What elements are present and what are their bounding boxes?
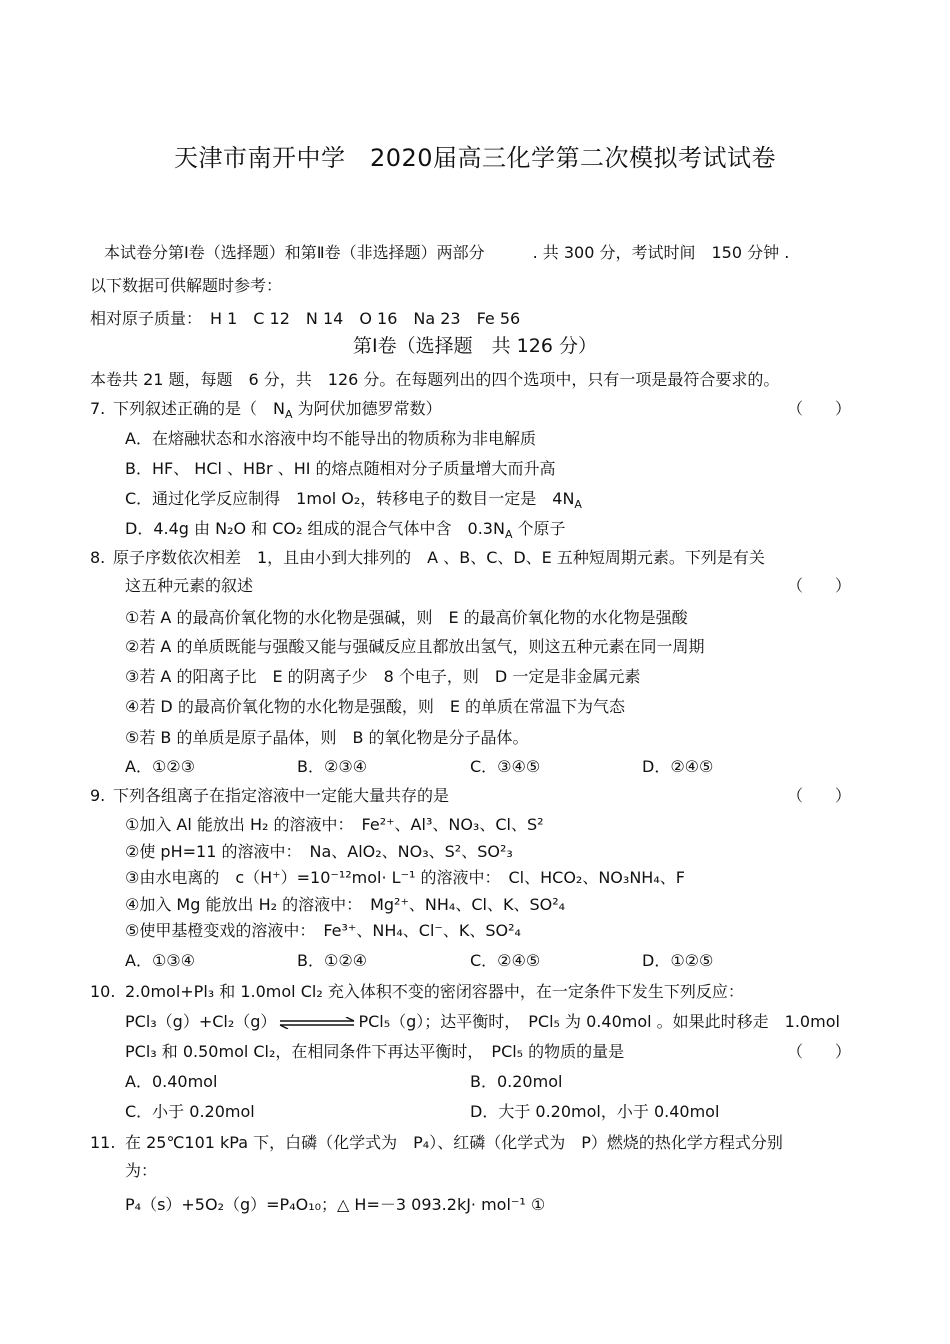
- equation-right: PCl₅（g）；达平衡时， PCl₅ 为 0.40mol 。如果此时移走 1.0mol: [358, 1012, 840, 1031]
- atomic-mass-line: 相对原子质量： H 1 C 12 N 14 O 16 Na 23 Fe 56: [90, 309, 521, 328]
- option-b: B．①②④: [297, 951, 368, 970]
- equilibrium-equation: [125, 1011, 840, 1033]
- question-stem-2: 这五种元素的叙述: [125, 576, 254, 595]
- option-a: A．①②③: [125, 757, 195, 776]
- question-stem-1: 2.0mol+Pl₃ 和 1.0mol Cl₂ 充入体积不变的密闭容器中，在一定条件下发生下列反应：: [125, 982, 744, 1001]
- option-d-text: D．4.4g 由 N₂O 和 CO₂ 组成的混合气体中含 0.3N: [125, 519, 505, 538]
- equilibrium-arrow-icon: [278, 1017, 356, 1029]
- option-d: D．大于 0.20mol，小于 0.40mol: [470, 1102, 720, 1121]
- section-title: 第Ⅰ卷（选择题 共 126 分）: [353, 335, 597, 357]
- option-c: C．③④⑤: [470, 757, 541, 776]
- question-stem-1: 在 25℃101 kPa 下，白磷（化学式为 P₄）、红磷（化学式为 P）燃烧的热化学方程式分别: [125, 1133, 783, 1152]
- equation-left: PCl₃（g）+Cl₂（g）: [125, 1012, 277, 1031]
- ion-group-3: ③由水电离的 c（H⁺）=10⁻¹²mol· L⁻¹ 的溶液中： Cl、HCO₂、NO₃NH₄、F: [125, 868, 685, 887]
- ion-group-1: ①加入 Al 能放出 H₂ 的溶液中： Fe²⁺、Al³、NO₃、Cl、S²: [125, 815, 544, 834]
- question-number: 11.: [90, 1133, 116, 1152]
- option-c: [125, 488, 582, 510]
- answer-blank: （ ）: [787, 1042, 852, 1061]
- answer-blank: （ ）: [787, 576, 852, 595]
- option-b: B．HF、 HCl 、HBr 、HI 的熔点随相对分子质量增大而升高: [125, 459, 556, 478]
- question-stem: 下列各组离子在指定溶液中一定能大量共存的是: [113, 786, 450, 805]
- intro-line-1: 本试卷分第Ⅰ卷（选择题）和第Ⅱ卷（非选择题）两部分 . 共 300 分，考试时间 150 分钟 .: [104, 243, 790, 262]
- page-title: 天津市南开中学 2020届高三化学第二次模拟考试试卷: [173, 144, 777, 172]
- option-b: B．0.20mol: [470, 1072, 563, 1091]
- option-d-tail: 个原子: [512, 519, 566, 538]
- question-stem-3: PCl₃ 和 0.50mol Cl₂，在相同条件下再达平衡时， PCl₅ 的物质的量是: [125, 1042, 625, 1061]
- intro-line-2: 以下数据可供解题时参考：: [90, 276, 283, 295]
- thermo-equation-1: P₄（s）+5O₂（g）=P₄O₁₀；△ H=－3 093.2kJ· mol⁻¹ ①: [125, 1195, 546, 1214]
- option-d: [125, 518, 566, 540]
- ion-group-4: ④加入 Mg 能放出 H₂ 的溶液中： Mg²⁺、NH₄、Cl、K、SO²₄: [125, 895, 566, 914]
- statement-5: ⑤若 B 的单质是原子晶体，则 B 的氧化物是分子晶体。: [125, 728, 529, 747]
- question-stem-2: 为：: [125, 1161, 158, 1180]
- option-d: D．①②⑤: [642, 951, 714, 970]
- option-d: D．②④⑤: [642, 757, 714, 776]
- statement-4: ④若 D 的最高价氧化物的水化物是强酸，则 E 的单质在常温下为气态: [125, 697, 626, 716]
- statement-2: ②若 A 的单质既能与强酸又能与强碱反应且都放出氢气，则这五种元素在同一周期: [125, 637, 705, 656]
- option-a: A．0.40mol: [125, 1072, 218, 1091]
- option-b: B．②③④: [297, 757, 368, 776]
- option-d-sub: A: [504, 528, 513, 542]
- statement-3: ③若 A 的阳离子比 E 的阴离子少 8 个电子，则 D 一定是非金属元素: [125, 667, 641, 686]
- stem-sub: A: [284, 408, 293, 422]
- option-c: C．小于 0.20mol: [125, 1102, 255, 1121]
- option-a: A．①③④: [125, 951, 195, 970]
- ion-group-5: ⑤使甲基橙变戏的溶液中： Fe³⁺、NH₄、Cl⁻、K、SO²₄: [125, 921, 521, 940]
- stem-text: 下列叙述正确的是（ N: [113, 399, 285, 418]
- option-c-sub: A: [574, 498, 582, 512]
- statement-1: ①若 A 的最高价氧化物的水化物是强碱，则 E 的最高价氧化物的水化物是强酸: [125, 608, 688, 627]
- answer-blank: （ ）: [787, 786, 852, 805]
- question-number: 7.: [90, 399, 106, 418]
- answer-blank: （ ）: [787, 399, 852, 418]
- question-number: 10.: [90, 982, 116, 1001]
- option-c-text: C．通过化学反应制得 1mol O₂，转移电子的数目一定是 4N: [125, 489, 575, 508]
- question-stem-1: 原子序数依次相差 1，且由小到大排列的 A 、B、C、D、E 五种短周期元素。下列是有关: [113, 548, 765, 567]
- option-c: C．②④⑤: [470, 951, 541, 970]
- ion-group-2: ②使 pH=11 的溶液中： Na、AlO₂、NO₃、S²、SO²₃: [125, 842, 513, 861]
- section-note: 本卷共 21 题，每题 6 分，共 126 分。在每题列出的四个选项中，只有一项是最符合要求的。: [90, 370, 780, 389]
- question-number: 8.: [90, 548, 106, 567]
- option-a: A．在熔融状态和水溶液中均不能导出的物质称为非电解质: [125, 429, 536, 448]
- stem-tail: 为阿伏加德罗常数）: [292, 399, 442, 418]
- question-stem: [113, 398, 442, 420]
- question-number: 9.: [90, 786, 106, 805]
